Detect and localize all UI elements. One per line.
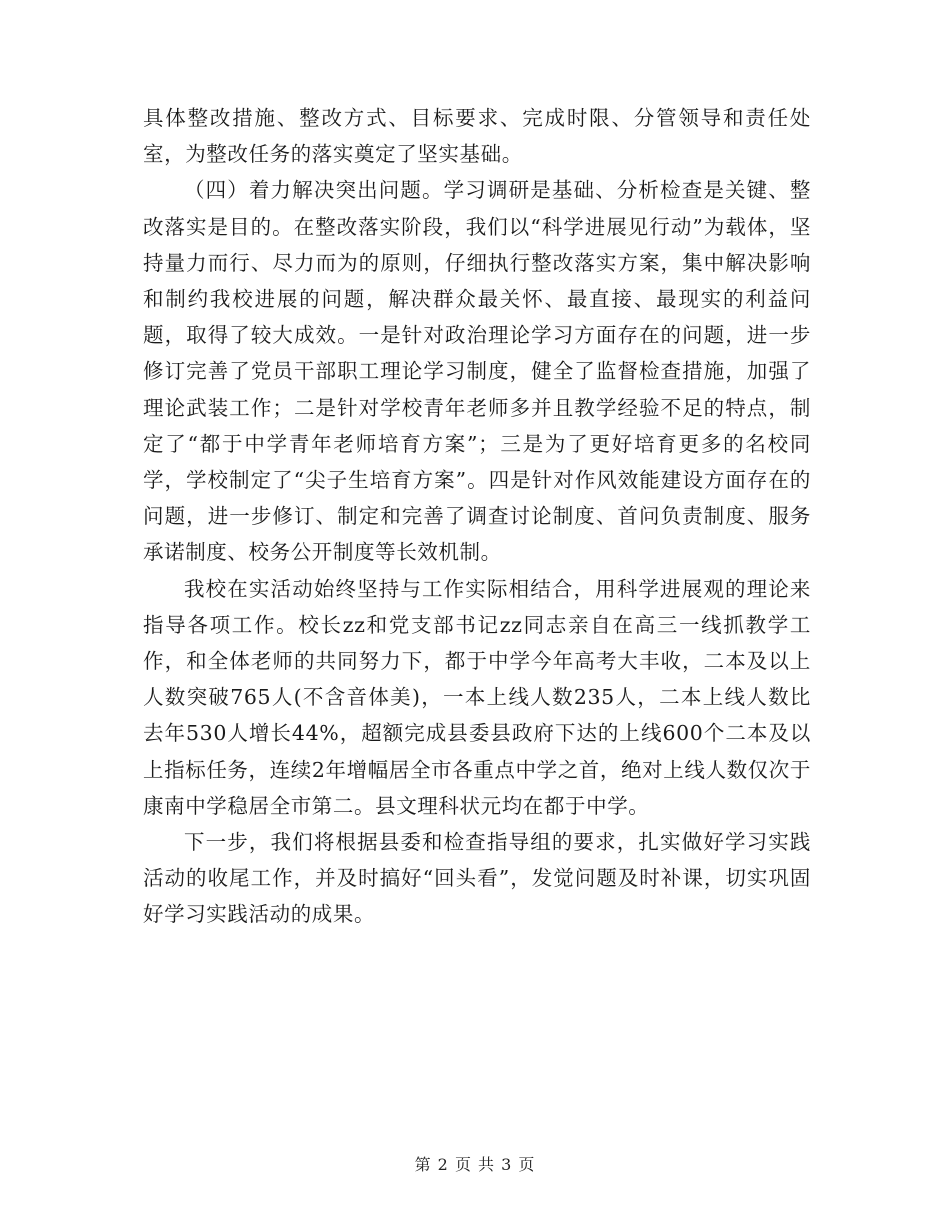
page-footer — [0, 1152, 950, 1175]
paragraph-achievements: 我校在实活动始终坚持与工作实际相结合，用科学进展观的理论来指导各项工作。校长zz和党支部书记zz同志亲自在高三一线抓教学工作，和全体老师的共同努力下，都于中学今年高考大丰收，二本及以上人数突破765人(不含音体美)，一本上线人数235人，二本上线人数比去年530人增长44%，超额完成县委县政府下达的上线600个二本及以上指标任务，连续2年增幅居全市各重点中学之首，绝对上线人数仅次于康南中学稳居全市第二。县文理科状元均在都于中学。 — [143, 576, 811, 818]
document-body — [143, 100, 811, 933]
paragraph-next-steps: 下一步，我们将根据县委和检查指导组的要求，扎实做好学习实践活动的收尾工作，并及时搞好“回头看”，发觉问题及时补课，切实巩固好学习实践活动的成果。 — [143, 830, 811, 927]
page-number-label: 第 2 页 共 3 页 — [414, 1155, 536, 1174]
paragraph-continuation: 具体整改措施、整改方式、目标要求、完成时限、分管领导和责任处室，为整改任务的落实奠定了坚实基础。 — [143, 106, 811, 167]
paragraph-section-four: （四）着力解决突出问题。学习调研是基础、分析检查是关键、整改落实是目的。在整改落实阶段，我们以“科学进展见行动”为载体，坚持量力而行、尽力而为的原则，仔细执行整改落实方案，集中解决影响和制约我校进展的问题，解决群众最关怀、最直接、最现实的利益问题，取得了较大成效。一是针对政治理论学习方面存在的问题，进一步修订完善了党员干部职工理论学习制度，健全了监督检查措施，加强了理论武装工作；二是针对学校青年老师多并且教学经验不足的特点，制定了“都于中学青年老师培育方案”；三是为了更好培育更多的名校同学，学校制定了“尖子生培育方案”。四是针对作风效能建设方面存在的问题，进一步修订、制定和完善了调查讨论制度、首问负责制度、服务承诺制度、校务公开制度等长效机制。 — [143, 178, 811, 565]
